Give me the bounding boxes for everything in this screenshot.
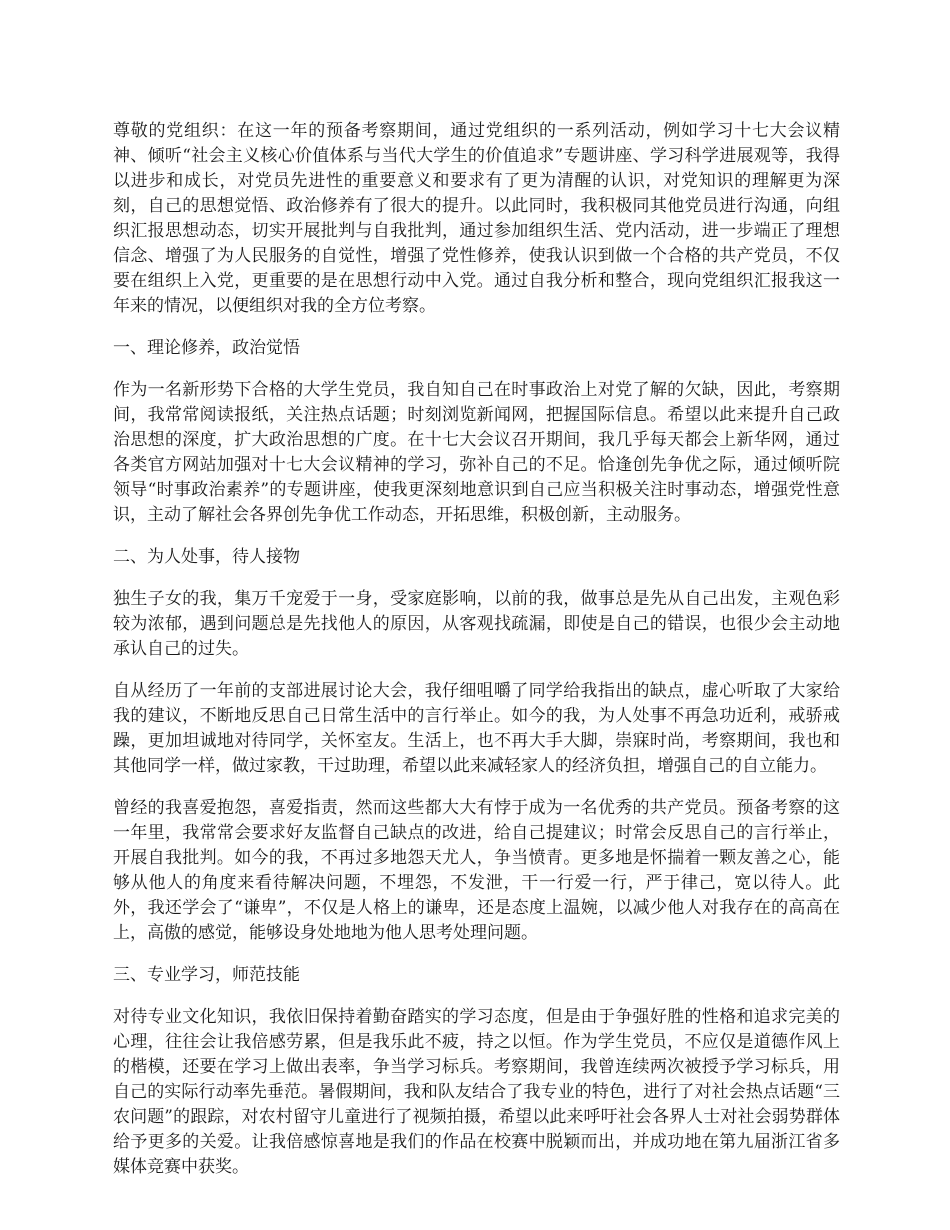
conduct-paragraph-2: 自从经历了一年前的支部进展讨论大会，我仔细咀嚼了同学给我指出的缺点，虚心听取了大家给我的建议，不断地反思自己日常生活中的言行举止。如今的我，为人处事不再急功近利，戒骄戒躁，更加坦诚地对待同学，关怀室友。生活上，也不再大手大脚，崇寐时尚，考察期间，我也和其他同学一样，做过家教，干过助理，希望以此来减轻家人的经济负担，增强自己的自立能力。 xyxy=(113,681,840,776)
section-heading-conduct: 二、为人处事，待人接物 xyxy=(113,547,300,567)
section-heading-theory: 一、理论修养，政治觉悟 xyxy=(113,338,300,358)
intro-paragraph: 尊敬的党组织：在这一年的预备考察期间，通过党组织的一系列活动，例如学习十七大会议精神、倾听“社会主义核心价值体系与当代大学生的价值追求”专题讲座、学习科学进展观等，我得以进步和成长，对党员先进性的重要意义和要求有了更为清醒的认识，对党知识的理解更为深刻，自己的思想觉悟、政治修养有了很大的提升。以此同时，我积极同其他党员进行沟通，向组织汇报思想动态，切实开展批判与自我批判，通过参加组织生活、党内活动，进一步端正了理想信念、增强了为人民服务的自觉性，增强了党性修养，使我认识到做一个合格的共产党员，不仅要在组织上入党，更重要的是在思想行动中入党。通过自我分析和整合，现向党组织汇报我这一年来的情况，以便组织对我的全方位考察。 xyxy=(113,121,840,316)
study-paragraph: 对待专业文化知识，我依旧保持着勤奋踏实的学习态度，但是由于争强好胜的性格和追求完美的心理，往往会让我倍感劳累，但是我乐此不疲，持之以恒。作为学生党员，不应仅是道德作风上的楷模，还要在学习上做出表率，争当学习标兵。考察期间，我曾连续两次被授予学习标兵，用自己的实际行动率先垂范。暑假期间，我和队友结合了我专业的特色，进行了对社会热点话题“三农问题”的跟踪，对农村留守儿童进行了视频拍摄，希望以此来呼吁社会各界人士对社会弱势群体给予更多的关爱。让我倍感惊喜地是我们的作品在校赛中脱颖而出，并成功地在第九届浙江省多媒体竞赛中获奖。 xyxy=(113,1007,840,1177)
section-heading-study: 三、专业学习，师范技能 xyxy=(113,965,300,985)
conduct-paragraph-3: 曾经的我喜爱抱怨，喜爱指责，然而这些都大大有悖于成为一名优秀的共产党员。预备考察的这一年里，我常常会要求好友监督自己缺点的改进，给自己提建议；时常会反思自己的言行举止，开展自我批判。如今的我，不再过多地怨天尤人，争当愤青。更多地是怀揣着一颗友善之心，能够从他人的角度来看待解决问题，不埋怨，不发泄，干一行爱一行，严于律己，宽以待人。此外，我还学会了“谦卑”，不仅是人格上的谦卑，还是态度上温婉，以减少他人对我存在的高高在上，高傲的感觉，能够设身处地地为他人思考处理问题。 xyxy=(113,798,840,943)
conduct-paragraph-1: 独生子女的我，集万千宠爱于一身，受家庭影响，以前的我，做事总是先从自己出发，主观色彩较为浓郁，遇到问题总是先找他人的原因，从客观找疏漏，即使是自己的错误，也很少会主动地承认自己的过失。 xyxy=(113,589,840,659)
theory-paragraph: 作为一名新形势下合格的大学生党员，我自知自己在时事政治上对党了解的欠缺，因此，考察期间，我常常阅读报纸，关注热点话题；时刻浏览新闻网，把握国际信息。希望以此来提升自己政治思想的深度，扩大政治思想的广度。在十七大会议召开期间，我几乎每天都会上新华网，通过各类官方网站加强对十七大会议精神的学习，弥补自己的不足。恰逢创先争优之际，通过倾听院领导“时事政治素养”的专题讲座，使我更深刻地意识到自己应当积极关注时事动态，增强党性意识，主动了解社会各界创先争优工作动态，开拓思维，积极创新，主动服务。 xyxy=(113,380,840,525)
